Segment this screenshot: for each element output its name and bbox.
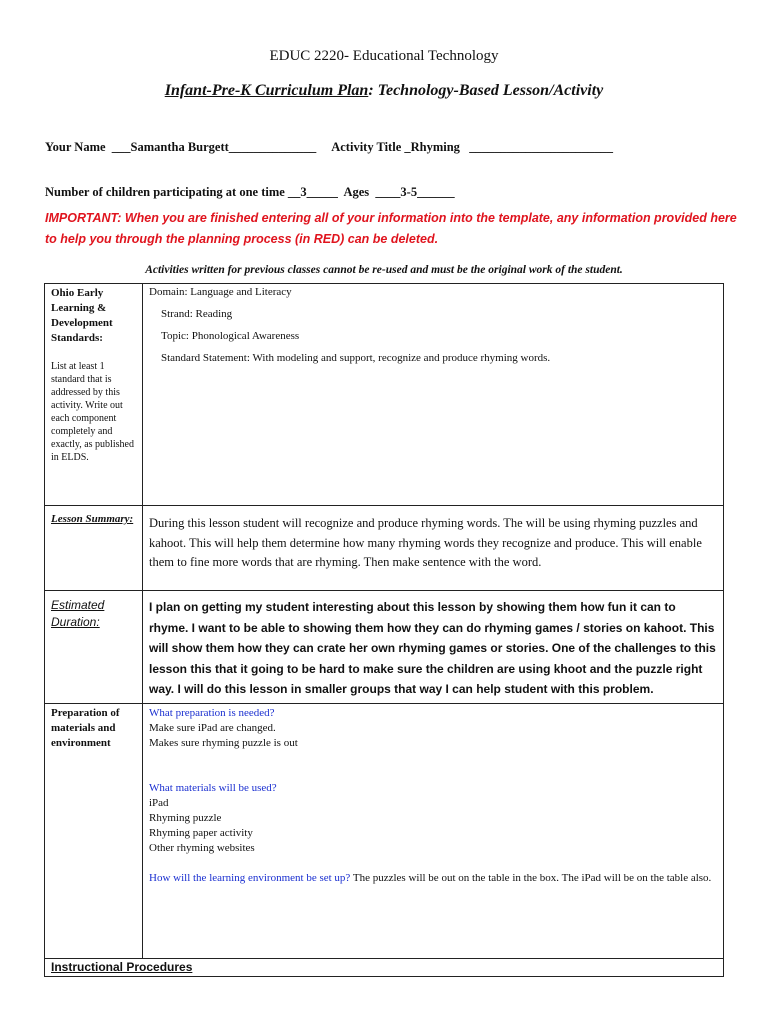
preparation-content-cell (143, 704, 724, 959)
name-activity-line: Your Name ___Samantha Burgett______________ Activity Title _Rhyming _______________________ (45, 140, 614, 154)
prep-question-1: What preparation is needed? (149, 707, 275, 719)
standards-label-cell (45, 284, 143, 506)
procedures-cell (45, 959, 724, 977)
originality-note: Activities written for previous classes cannot be re-used and must be the original work of the student. (145, 264, 623, 276)
children-ages-line: Number of children participating at one time __3_____ Ages ____3-5______ (45, 185, 455, 199)
summary-row (45, 506, 724, 591)
preparation-row (45, 704, 724, 959)
duration-row (45, 591, 724, 704)
material-item: iPad (149, 797, 169, 809)
prep-answer-3: The puzzles will be out on the table in the box. The iPad will be on the table also. (350, 872, 712, 884)
summary-text: During this lesson student will recognize and produce rhyming words. The will be using rhyming puzzles and kahoot. This will help them determine how many rhyming words they recognize and produce. This will enable them to fine more words that are rhyming. Then make sentence with the word. (149, 516, 702, 569)
procedures-row (45, 959, 724, 977)
material-item: Rhyming paper activity (149, 827, 253, 839)
material-item: Other rhyming websites (149, 842, 255, 854)
summary-label: Lesson Summary: (51, 513, 134, 525)
standards-label: Ohio Early Learning & Development Standards: (51, 287, 113, 344)
important-line-2: to help you through the planning process (in RED) can be deleted. (45, 232, 439, 246)
lesson-plan-table (44, 283, 724, 977)
domain-text: Domain: Language and Literacy (149, 286, 292, 298)
standards-hint: List at least 1 standard that is addressed by this activity. Write out each component completely and exactly, as published in ELDS. (51, 361, 134, 463)
course-title: EDUC 2220- Educational Technology (269, 48, 499, 64)
standards-content-cell (143, 284, 724, 506)
strand-text: Strand: Reading (161, 308, 233, 320)
plan-title-sub: : Technology-Based Lesson/Activity (368, 82, 604, 99)
duration-text: I plan on getting my student interesting about this lesson by showing them how fun it can to rhyme. I want to be able to showing them how they can do rhyming games / stories on kahoot. This will show them how they can crate her own rhyming games or stories. One of the challenges to this lesson this that it going to be hard to make sure the children are using khoot and the puzzle right way. I will do this lesson in smaller groups that way I can help student with this problem. (149, 600, 716, 696)
plan-title (0, 82, 768, 100)
plan-title-main: Infant-Pre-K Curriculum Plan (164, 82, 369, 99)
prep-question-2: What materials will be used? (149, 782, 277, 794)
prep-answer-1b: Makes sure rhyming puzzle is out (149, 737, 298, 749)
standard-statement-text: Standard Statement: With modeling and support, recognize and produce rhyming words. (161, 352, 551, 364)
prep-environment (149, 870, 717, 887)
duration-label: Estimated Duration: (51, 598, 105, 629)
material-item: Rhyming puzzle (149, 812, 222, 824)
preparation-label-cell (45, 704, 143, 959)
summary-content-cell (143, 506, 724, 591)
duration-content-cell (143, 591, 724, 704)
topic-text: Topic: Phonological Awareness (161, 330, 300, 342)
procedures-label: Instructional Procedures (51, 960, 193, 974)
summary-label-cell (45, 506, 143, 591)
duration-label-cell (45, 591, 143, 704)
prep-answer-1a: Make sure iPad are changed. (149, 722, 276, 734)
prep-question-3: How will the learning environment be set up? (149, 872, 351, 884)
important-line-1: IMPORTANT: When you are finished entering all of your information into the template, any information provided here (45, 211, 737, 225)
preparation-label: Preparation of materials and environment (51, 707, 120, 749)
standards-row (45, 284, 724, 506)
